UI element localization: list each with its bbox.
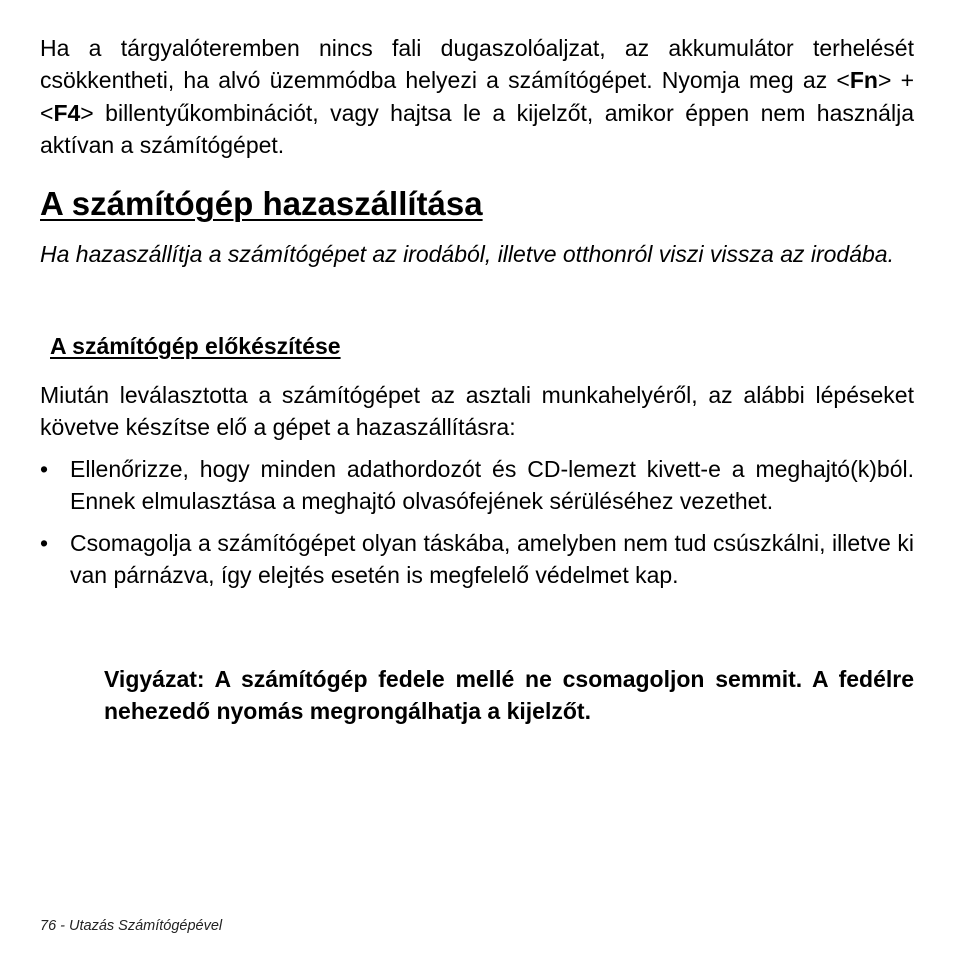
intro-paragraph-text-3: > billentyűkombinációt, vagy hajtsa le a kijelzőt, amikor éppen nem használja aktívan a számítógépet. bbox=[40, 99, 914, 159]
list-item bbox=[40, 453, 914, 518]
bullet-icon: • bbox=[40, 529, 49, 556]
list-item-text: Ellenőrizze, hogy minden adathordozót és CD-lemezt kivett-e a meghajtó(k)ból. Ennek elmulasztása a meghajtó olvasófejének sérüléséhez vezethet. bbox=[70, 456, 914, 515]
f4-key-label: F4 bbox=[53, 99, 81, 126]
bullet-icon: • bbox=[40, 456, 49, 482]
subsection-paragraph: Miután leválasztotta a számítógépet az asztali munkahelyéről, az alábbi lépéseket követve készítse elő a gépet a hazaszállításra: bbox=[40, 382, 914, 441]
bullet-list bbox=[40, 453, 914, 601]
intro-paragraph-text-2: > + < bbox=[40, 67, 914, 126]
list-item bbox=[40, 527, 914, 592]
fn-key-label: Fn bbox=[849, 67, 878, 94]
intro-paragraph-text-1: Ha a tárgyalóteremben nincs fali dugaszolóaljzat, az akkumulátor terhelését csökkentheti, ha alvó üzemmódba helyezi a számítógépet. Nyomja meg az < bbox=[40, 35, 914, 94]
page-footer: 76 - Utazás Számítógépével bbox=[40, 918, 223, 934]
section-title: A számítógép hazaszállítása bbox=[40, 185, 483, 222]
caution-note: Vigyázat: A számítógép fedele mellé ne csomagoljon semmit. A fedélre nehezedő nyomás megrongálhatja a kijelzőt. bbox=[104, 666, 914, 725]
intro-paragraph bbox=[40, 32, 914, 162]
subsection-title: A számítógép előkészítése bbox=[50, 333, 341, 359]
section-intro: Ha hazaszállítja a számítógépet az irodából, illetve otthonról viszi vissza az irodába. bbox=[40, 241, 894, 267]
list-item-text: Csomagolja a számítógépet olyan táskába, amelyben nem tud csúszkálni, illetve ki van párnázva, így elejtés esetén is megfelelő védelmet kap. bbox=[70, 529, 914, 589]
